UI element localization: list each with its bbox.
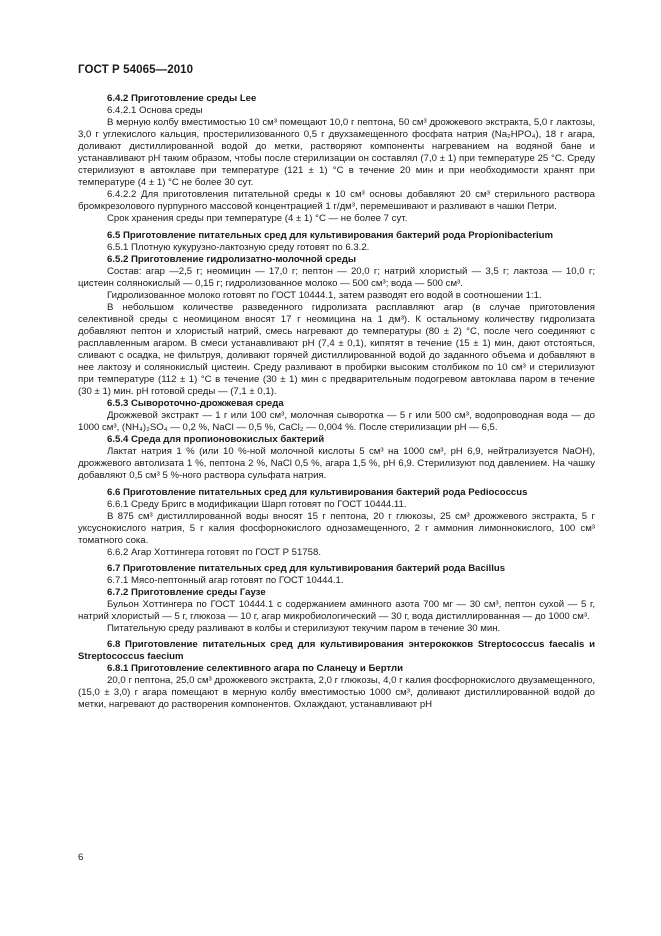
paragraph: В 875 см³ дистиллированной воды вносят 15 г пептона, 20 г глюкозы, 25 см³ дрожжевого экстракта, 5 г уксуснокислого натрия, 5 г калия фосфорнокислого однозамещенного, 2 г аммония лимоннокислого, 100 см³ томатного сока. [78,510,595,546]
paragraph: В мерную колбу вместимостью 10 см³ помещают 10,0 г пептона, 50 см³ дрожжевого экстракта, 5,0 г лактозы, 3,0 г углекислого кальция, простерилизованного 0,5 г двухзамещенного фосфата натрия (Na₂HPO₄), 18 г агара, доливают дистиллированной водой до метки, растворяют компоненты нагреванием на водяной бане и устанавливают pH таким образом, чтобы после стерилизации он составлял (7,0 ± 1) при температуре 25 °С. Среду стерилизуют в автоклаве при температуре (121 ± 1) °С в течение 20 мин и при необходимости хранят при температуре (4 ± 1) °С не более 30 сут. [78,117,595,189]
paragraph: 6.5.1 Плотную кукурузно-лактозную среду готовят по 6.3.2. [107,241,370,253]
heading-6-5-4: 6.5.4 Среда для пропионовокислых бактерий [107,434,325,446]
section-heading-6-5: 6.5 Приготовление питательных сред для культивирования бактерий рода Propionibacterium [107,229,554,241]
paragraph: Бульон Хоттингера по ГОСТ 10444.1 с содержанием аминного азота 700 мг — 30 см³, пептон сухой — 5 г, натрий хлористый — 5 г, глюкоза — 10 г, агар микробиологический — 30 г, вода дистиллированная — до 1000 см³. [78,598,595,622]
section-heading-6-7: 6.7 Приготовление питательных сред для культивирования бактерий рода Bacillus [107,562,506,574]
paragraph: Дрожжевой экстракт — 1 г или 100 см³, молочная сыворотка — 5 г или 500 см³, водопроводная вода — до 1000 см³, (NH₄)₂SO₄ — 0,2 %, NaCl — 0,5 %, CaCl₂ — 0,004 %. После стерилизации pH — 6,5. [78,410,595,434]
paragraph: Состав: агар —2,5 г; неомицин — 17,0 г; пептон — 20,0 г; натрий хлористый — 3,5 г; лактоза — 10,0 г; цистеин солянокислый — 0,15 г; гидролизованное молоко — 500 см³; вода — 500 см³. [78,265,595,289]
paragraph: Срок хранения среды при температуре (4 ± 1) °С — не более 7 сут. [107,213,408,225]
page-header: ГОСТ Р 54065—2010 [78,64,194,76]
paragraph: 6.4.2.2 Для приготовления питательной среды к 10 см³ основы добавляют 20 см³ стерильного раствора бромкрезолового пурпурного массовой концентрацией 1 г/дм³, перемешивают и разливают в чашки Петри. [78,189,595,213]
heading-6-4-2: 6.4.2 Приготовление среды Lee [107,93,257,104]
paragraph: 6.6.2 Агар Хоттингера готовят по ГОСТ Р 51758. [107,546,321,558]
section-heading-6-8: 6.8 Приготовление питательных сред для культивирования энтерококков Streptococcus faecalis и Streptococcus faecium [78,639,595,663]
paragraph: Питательную среду разливают в колбы и стерилизуют текучим паром в течение 30 мин. [107,623,501,635]
heading-6-5-3: 6.5.3 Сывороточно-дрожжевая среда [107,398,284,410]
heading-6-8-1: 6.8.1 Приготовление селективного агара по Сланецу и Бертли [107,663,403,675]
paragraph: 6.7.1 Мясо-пептонный агар готовят по ГОСТ 10444.1. [107,574,344,586]
paragraph: Гидролизованное молоко готовят по ГОСТ 10444.1, затем разводят его водой в соотношении 1:1. [107,289,542,301]
paragraph: 6.6.1 Среду Бригс в модификации Шарп готовят по ГОСТ 10444.11. [107,498,407,510]
subheading-6-4-2-1: 6.4.2.1 Основа среды [107,105,203,117]
page-number: 6 [78,852,84,863]
document-body [78,93,595,711]
paragraph: В небольшом количестве разведенного гидролизата расплавляют агар (в случае приготовления селективной среды с неомицином вносят 17 г неомицина на 1 дм³). К остальному количеству гидролизата добавляют пептон и хлористый натрий, смесь нагревают до температуры (80 ± 2) °С, после чего соединяют с расплавленным агаром. В смеси устанавливают pH (7,4 ± 0,1), кипятят в течение (15 ± 1) мин, дают отстояться, сливают с осадка, не фильтруя, доливают горячей дистиллированной водой до заданного объема и добавляют в нее лактозу и солянокислый цистеин. Среду разливают в пробирки высоким столбиком по 10 см³ и стерилизуют при температуре (112 ± 1) °С в течение (30 ± 1) мин с предварительным подогревом автоклава паром в течение (30 ± 1) мин. pH готовой среды — (7,1 ± 0,1). [78,301,595,398]
paragraph: Лактат натрия 1 % (или 10 %-ной молочной кислоты 5 см³ на 1000 см³, pH 6,9, нейтрализуется NaOH), дрожжевого автолизата 1 %, пептона 2 %, NaCl 0,5 %, агара 1,5 %, pH 6,9. Стерилизуют под давлением. На чашку добавляют 0,5 см³ 5 %-ного раствора сульфата натрия. [78,446,595,482]
section-heading-6-6: 6.6 Приготовление питательных сред для культивирования бактерий рода Pediococcus [107,486,528,498]
heading-6-5-2: 6.5.2 Приготовление гидролизатно-молочной среды [107,253,357,265]
heading-6-7-2: 6.7.2 Приготовление среды Гаузе [107,586,266,598]
paragraph: 20,0 г пептона, 25,0 см³ дрожжевого экстракта, 2,0 г глюкозы, 4,0 г калия фосфорнокислого двузамещенного, (15,0 ± 3,0) г агара помещают в мерную колбу вместимостью 1000 см³, доливают дистиллированной водой до метки, нагревают до растворения компонентов. Охлаждают, устанавливают pH [78,675,596,711]
